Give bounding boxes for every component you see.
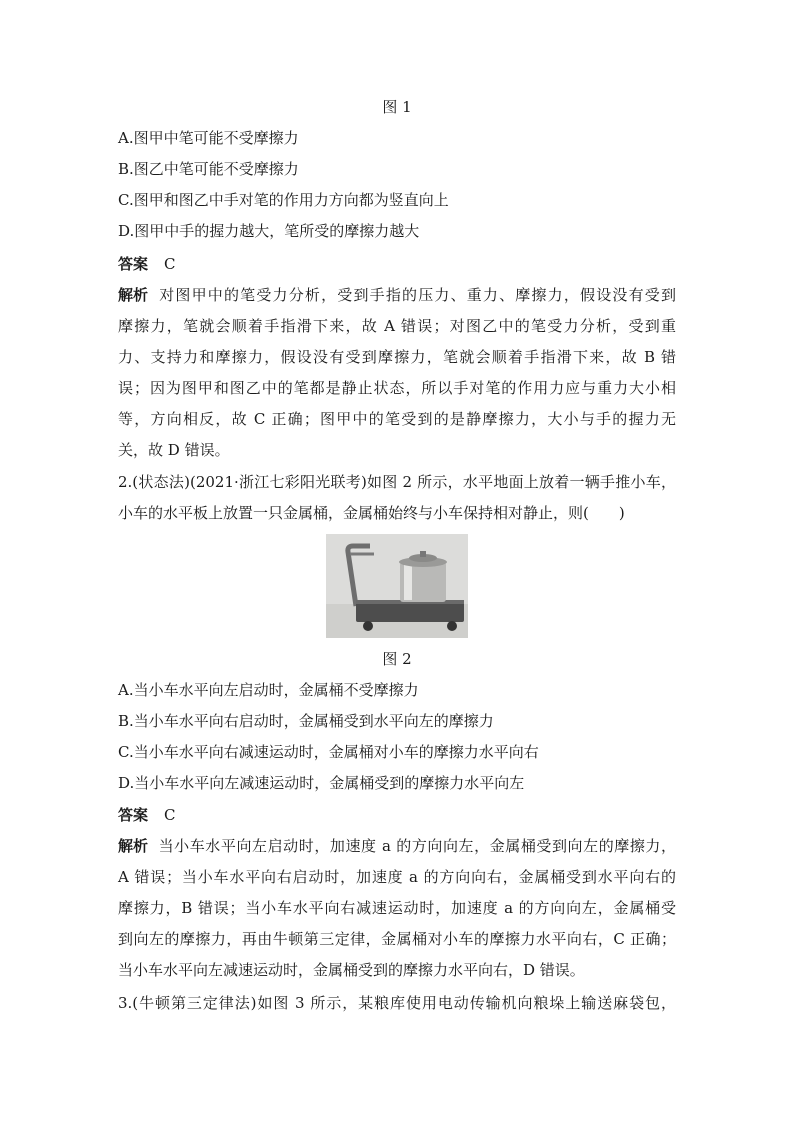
q2-stem-line-1: 2.(状态法)(2021·浙江七彩阳光联考)如图 2 所示，水平地面上放着一辆手推小车， — [118, 473, 676, 491]
q1-analysis-text: 对图甲中的笔受力分析，受到手指的压力、重力、摩擦力，假设没有受到 — [158, 286, 676, 304]
q2-option-d: D.当小车水平向左减速运动时，金属桶受到的摩擦力水平向左 — [118, 774, 525, 792]
q1-analysis-line-5: 等，方向相反，故 C 正确；图甲中的笔受到的是静摩擦力，大小与手的握力无 — [118, 410, 676, 428]
q1-option-c: C.图甲和图乙中手对笔的作用力方向都为竖直向上 — [118, 191, 449, 209]
q1-answer-row — [118, 254, 676, 274]
q2-answer-value: C — [164, 806, 176, 824]
q2-analysis-line-3: 摩擦力，B 错误；当小车水平向右减速运动时，加速度 a 的方向向左，金属桶受 — [118, 899, 676, 917]
answer-label: 答案 — [118, 806, 149, 824]
q1-option-b: B.图乙中笔可能不受摩擦力 — [118, 160, 299, 178]
q2-analysis-line-1 — [118, 836, 676, 856]
q1-analysis-line-3: 力、支持力和摩擦力，假设没有受到摩擦力，笔就会顺着手指滑下来，故 B 错 — [118, 348, 676, 366]
q2-analysis-text: 当小车水平向左启动时，加速度 a 的方向向左，金属桶受到向左的摩擦力， — [158, 837, 676, 855]
q2-stem-line-2: 小车的水平板上放置一只金属桶，金属桶始终与小车保持相对静止，则( ) — [118, 504, 625, 522]
q1-analysis-line-1 — [118, 285, 676, 305]
q3-stem-line-1: 3.(牛顿第三定律法)如图 3 所示，某粮库使用电动传输机向粮垛上输送麻袋包， — [118, 994, 676, 1012]
q2-option-c: C.当小车水平向右减速运动时，金属桶对小车的摩擦力水平向右 — [118, 743, 539, 761]
q1-option-d: D.图甲中手的握力越大，笔所受的摩擦力越大 — [118, 222, 420, 240]
q2-option-a: A.当小车水平向左启动时，金属桶不受摩擦力 — [118, 681, 419, 699]
q2-option-b: B.当小车水平向右启动时，金属桶受到水平向左的摩擦力 — [118, 712, 494, 730]
figure-2-caption: 图 2 — [382, 650, 412, 668]
q2-analysis-line-4: 到向左的摩擦力，再由牛顿第三定律，金属桶对小车的摩擦力水平向右，C 正确； — [118, 930, 676, 948]
cart-bucket-photo — [326, 534, 468, 638]
analysis-label: 解析 — [118, 286, 149, 304]
q2-analysis-line-5: 当小车水平向左减速运动时，金属桶受到的摩擦力水平向右，D 错误。 — [118, 961, 585, 979]
q1-option-a: A.图甲中笔可能不受摩擦力 — [118, 129, 299, 147]
q1-analysis-line-4: 误；因为图甲和图乙中的笔都是静止状态，所以手对笔的作用力应与重力大小相 — [118, 379, 676, 397]
answer-label: 答案 — [118, 255, 149, 273]
q1-answer-value: C — [164, 255, 176, 273]
q1-analysis-line-2: 摩擦力，笔就会顺着手指滑下来，故 A 错误；对图乙中的笔受力分析，受到重 — [118, 317, 676, 335]
q2-answer-row — [118, 805, 676, 825]
analysis-label: 解析 — [118, 837, 149, 855]
q1-analysis-line-6: 关，故 D 错误。 — [118, 441, 230, 459]
q2-analysis-line-2: A 错误；当小车水平向右启动时，加速度 a 的方向向右，金属桶受到水平向右的 — [118, 868, 676, 886]
figure-1-caption: 图 1 — [382, 98, 412, 116]
